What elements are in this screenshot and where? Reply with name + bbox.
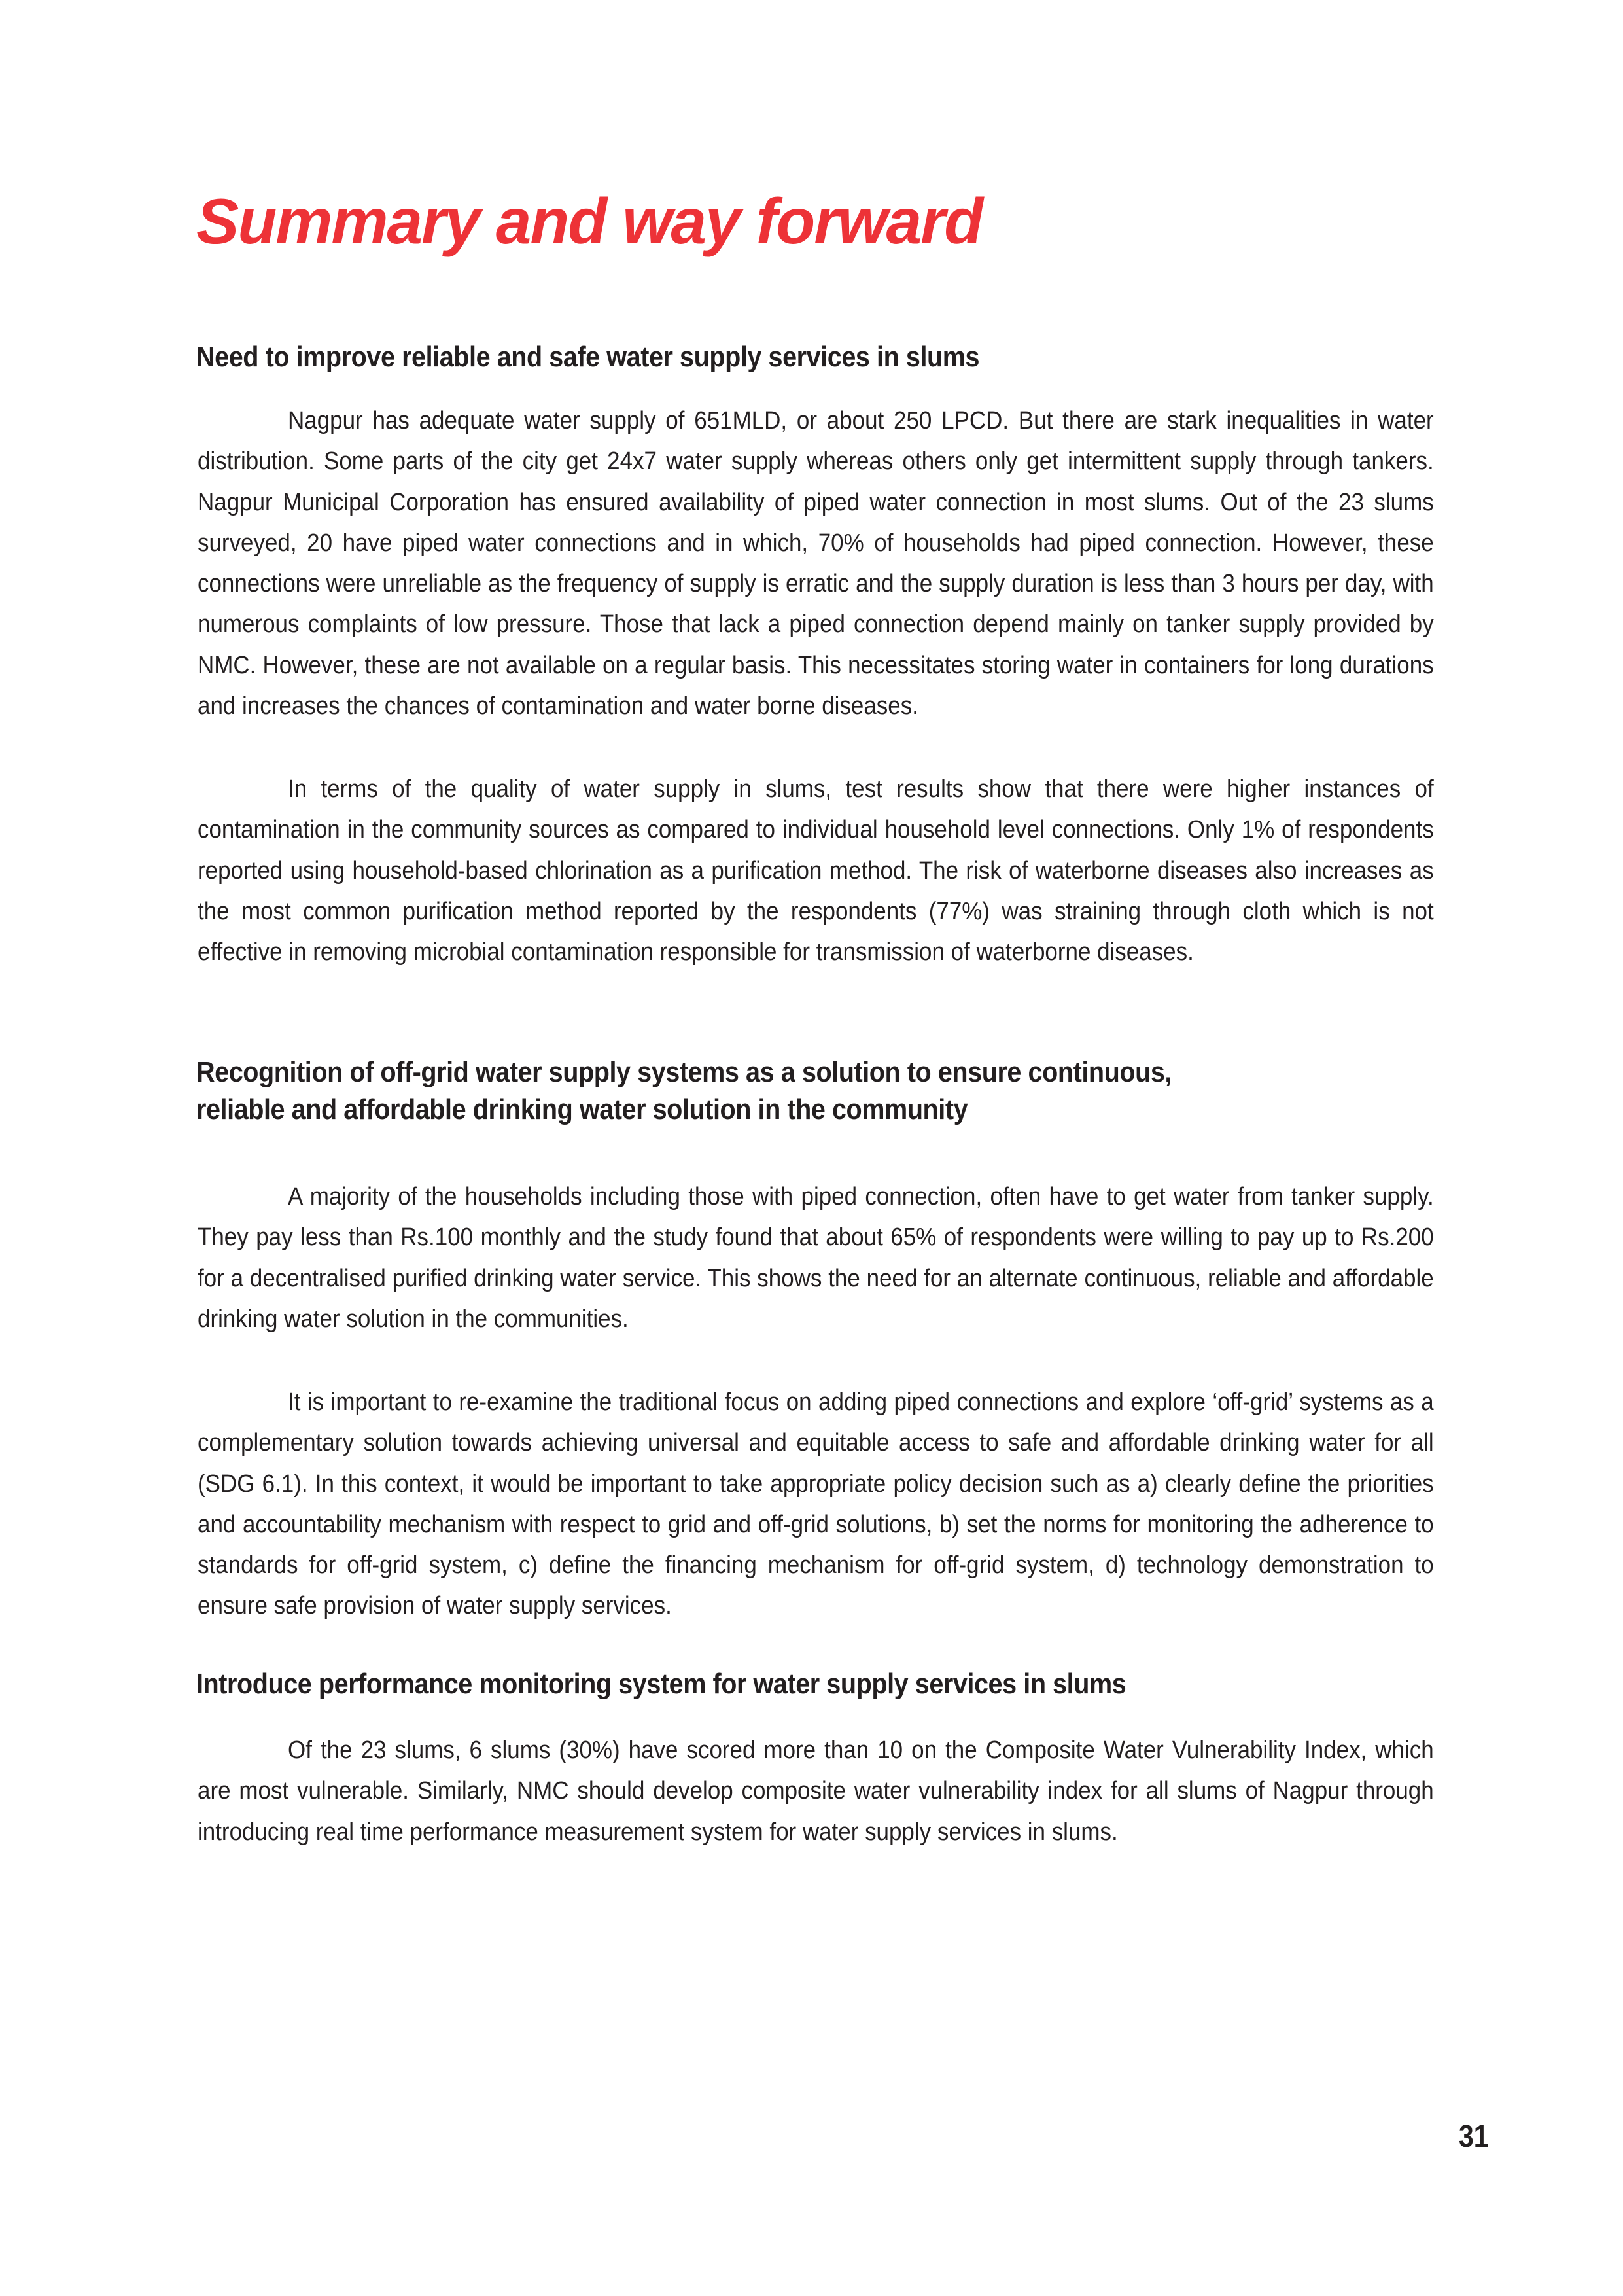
paragraph-water-supply-overview: Nagpur has adequate water supply of 651MLD, or about 250 LPCD. But there are stark inequalities in water distribution. Some parts of the city get 24x7 water supply whereas others only get intermittent supply through tankers. Nagpur Municipal Corporation has ensured availability of piped water connection in most slums. Out of the 23 slums surveyed, 20 have piped water connections and in which, 70% of households had piped connection. However, these connections were unreliable as the frequency of supply is erratic and the supply duration is less than 3 hours per day, with numerous complaints of low pressure. Those that lack a piped connection depend mainly on tanker supply provided by NMC. However, these are not available on a regular basis. This necessitates storing water in containers for long durations and increases the chances of contamination and water borne diseases. <box>198 407 1434 720</box>
paragraph-policy-decisions: It is important to re-examine the traditional focus on adding piped connections and explore ‘off-grid’ systems as a complementary solution towards achieving universal and equitable access to safe and affordable drinking water for all (SDG 6.1). In this context, it would be important to take appropriate policy decision such as a) clearly define the priorities and accountability mechanism with respect to grid and off-grid solutions, b) set the norms for monitoring the adherence to standards for off-grid system, c) define the financing mechanism for off-grid system, d) technology demonstration to ensure safe provision of water supply services. <box>198 1388 1434 1620</box>
paragraph-tanker-supply: A majority of the households including those with piped connection, often have to get water from tanker supply. They pay less than Rs.100 monthly and the study found that about 65% of respondents were willing to pay up to Rs.200 for a decentralised purified drinking water service. This shows the need for an alternate continuous, reliable and affordable drinking water solution in the communities. <box>198 1183 1434 1333</box>
page-number: 31 <box>1459 2119 1489 2154</box>
section-heading-performance-monitoring: Introduce performance monitoring system for water supply services in slums <box>196 1668 1126 1700</box>
paragraph-water-quality: In terms of the quality of water supply in slums, test results show that there were higher instances of contamination in the community sources as compared to individual household level connections. Only 1% of respondents reported using household-based chlorination as a purification method. The risk of waterborne diseases also increases as the most common purification method reported by the respondents (77%) was straining through cloth which is not effective in removing microbial contamination responsible for transmission of waterborne diseases. <box>198 775 1434 966</box>
section-heading-off-grid-line1: Recognition of off-grid water supply systems as a solution to ensure continuous, <box>196 1056 1172 1088</box>
section-heading-off-grid-line2: reliable and affordable drinking water solution in the community <box>196 1093 968 1125</box>
page-title: Summary and way forward <box>196 185 983 257</box>
paragraph-vulnerability-index: Of the 23 slums, 6 slums (30%) have scored more than 10 on the Composite Water Vulnerability Index, which are most vulnerable. Similarly, NMC should develop composite water vulnerability index for all slums of Nagpur through introducing real time performance measurement system for water supply services in slums. <box>198 1737 1434 1846</box>
section-heading-water-supply: Need to improve reliable and safe water supply services in slums <box>196 341 980 373</box>
section-heading-off-grid <box>196 1053 1433 1128</box>
